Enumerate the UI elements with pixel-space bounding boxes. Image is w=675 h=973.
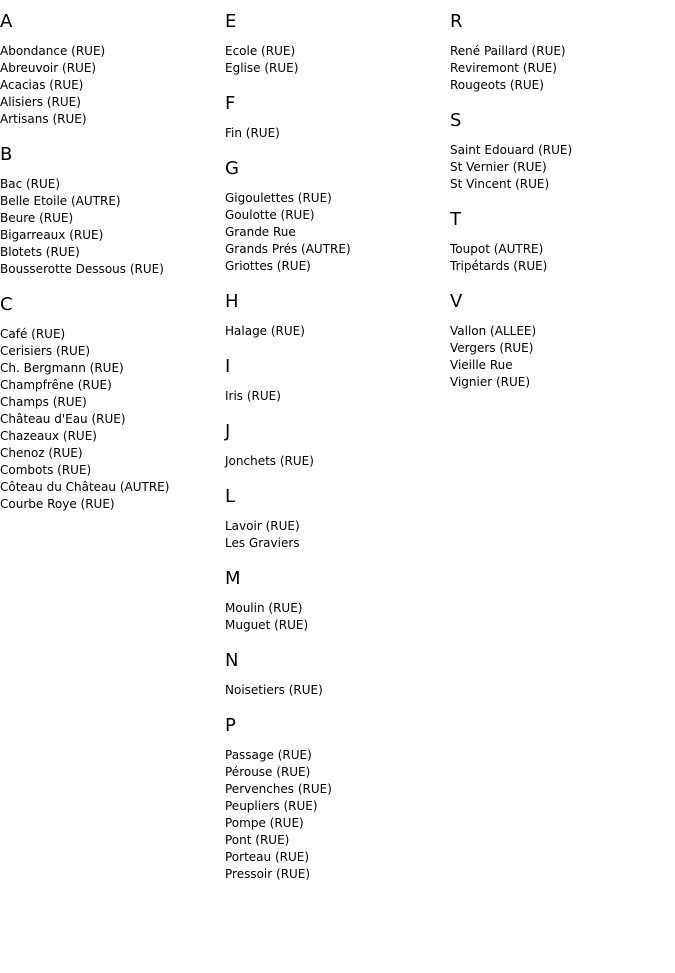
street-link[interactable]: Côteau du Château (AUTRE) — [0, 480, 170, 494]
street-link[interactable]: Acacias (RUE) — [0, 78, 84, 92]
street-link[interactable]: Grands Prés (AUTRE) — [225, 242, 351, 256]
letter-group — [225, 566, 450, 634]
street-link[interactable]: Café (RUE) — [0, 327, 66, 341]
letter-group — [225, 9, 450, 77]
letter-heading: M — [225, 568, 241, 589]
street-link[interactable]: Halage (RUE) — [225, 324, 305, 338]
index-column — [0, 9, 225, 527]
letter-heading: G — [225, 158, 239, 179]
street-link[interactable]: Ch. Bergmann (RUE) — [0, 361, 124, 375]
letter-heading: F — [225, 93, 236, 114]
street-link[interactable]: Rougeots (RUE) — [450, 78, 544, 92]
street-link[interactable]: Bac (RUE) — [0, 177, 61, 191]
street-link[interactable]: Vieille Rue — [450, 358, 513, 372]
street-link[interactable]: Courbe Roye (RUE) — [0, 497, 115, 511]
street-link[interactable]: Muguet (RUE) — [225, 618, 309, 632]
street-link[interactable]: Tripétards (RUE) — [450, 259, 548, 273]
index-column — [225, 9, 450, 897]
letter-heading: R — [450, 11, 463, 32]
letter-group — [225, 419, 450, 470]
street-link[interactable]: Champfrêne (RUE) — [0, 378, 112, 392]
letter-group — [225, 713, 450, 883]
street-link[interactable]: Belle Etoile (AUTRE) — [0, 194, 121, 208]
street-link[interactable]: Alisiers (RUE) — [0, 95, 81, 109]
street-link[interactable]: Blotets (RUE) — [0, 245, 80, 259]
street-link[interactable]: St Vincent (RUE) — [450, 177, 550, 191]
street-link[interactable]: Chenoz (RUE) — [0, 446, 83, 460]
street-link[interactable]: Moulin (RUE) — [225, 601, 303, 615]
letter-heading: J — [225, 421, 231, 442]
letter-heading: L — [225, 486, 236, 507]
letter-group — [225, 91, 450, 142]
street-link[interactable]: Grande Rue — [225, 225, 296, 239]
letter-heading: C — [0, 294, 13, 315]
street-link[interactable]: Ecole (RUE) — [225, 44, 296, 58]
street-link[interactable]: René Paillard (RUE) — [450, 44, 566, 58]
letter-group — [225, 289, 450, 340]
letter-heading: E — [225, 11, 237, 32]
street-link[interactable]: Abreuvoir (RUE) — [0, 61, 97, 75]
letter-heading: I — [225, 356, 231, 377]
street-link[interactable]: Pressoir (RUE) — [225, 867, 311, 881]
street-link[interactable]: Château d'Eau (RUE) — [0, 412, 126, 426]
street-link[interactable]: Passage (RUE) — [225, 748, 312, 762]
street-link[interactable]: Les Graviers — [225, 536, 300, 550]
street-link[interactable]: Jonchets (RUE) — [225, 454, 314, 468]
letter-heading: P — [225, 715, 236, 736]
letter-group — [225, 354, 450, 405]
street-link[interactable]: Artisans (RUE) — [0, 112, 87, 126]
street-link[interactable]: Beure (RUE) — [0, 211, 74, 225]
street-link[interactable]: Porteau (RUE) — [225, 850, 310, 864]
letter-group — [450, 9, 675, 94]
letter-heading: N — [225, 650, 239, 671]
letter-heading: H — [225, 291, 239, 312]
street-link[interactable]: Champs (RUE) — [0, 395, 87, 409]
street-link[interactable]: Pont (RUE) — [225, 833, 290, 847]
street-link[interactable]: Saint Edouard (RUE) — [450, 143, 573, 157]
letter-heading: V — [450, 291, 463, 312]
street-link[interactable]: Combots (RUE) — [0, 463, 92, 477]
street-link[interactable]: Vallon (ALLEE) — [450, 324, 537, 338]
street-link[interactable]: Gigoulettes (RUE) — [225, 191, 332, 205]
letter-group — [225, 484, 450, 552]
letter-group — [225, 156, 450, 275]
letter-group — [0, 142, 225, 278]
street-link[interactable]: Chazeaux (RUE) — [0, 429, 97, 443]
letter-heading: B — [0, 144, 13, 165]
street-link[interactable]: Bigarreaux (RUE) — [0, 228, 104, 242]
street-link[interactable]: Lavoir (RUE) — [225, 519, 300, 533]
street-link[interactable]: Pérouse (RUE) — [225, 765, 311, 779]
street-link[interactable]: Vergers (RUE) — [450, 341, 534, 355]
street-link[interactable]: Iris (RUE) — [225, 389, 281, 403]
street-link[interactable]: Cerisiers (RUE) — [0, 344, 91, 358]
street-link[interactable]: Fin (RUE) — [225, 126, 280, 140]
letter-group — [450, 108, 675, 193]
street-link[interactable]: Bousserotte Dessous (RUE) — [0, 262, 164, 276]
street-link[interactable]: Goulotte (RUE) — [225, 208, 315, 222]
street-link[interactable]: Abondance (RUE) — [0, 44, 106, 58]
letter-group — [0, 292, 225, 513]
street-link[interactable]: Pervenches (RUE) — [225, 782, 332, 796]
letter-heading: A — [0, 11, 13, 32]
letter-heading: T — [450, 209, 461, 230]
letter-group — [225, 648, 450, 699]
index-column — [450, 9, 675, 405]
street-link[interactable]: Eglise (RUE) — [225, 61, 299, 75]
street-link[interactable]: Peupliers (RUE) — [225, 799, 318, 813]
street-link[interactable]: Pompe (RUE) — [225, 816, 304, 830]
street-link[interactable]: Vignier (RUE) — [450, 375, 531, 389]
street-link[interactable]: Toupot (AUTRE) — [450, 242, 544, 256]
letter-group — [0, 9, 225, 128]
letter-heading: S — [450, 110, 462, 131]
letter-group — [450, 207, 675, 275]
street-link[interactable]: St Vernier (RUE) — [450, 160, 547, 174]
street-link[interactable]: Reviremont (RUE) — [450, 61, 557, 75]
street-link[interactable]: Noisetiers (RUE) — [225, 683, 323, 697]
street-link[interactable]: Griottes (RUE) — [225, 259, 311, 273]
letter-group — [450, 289, 675, 391]
